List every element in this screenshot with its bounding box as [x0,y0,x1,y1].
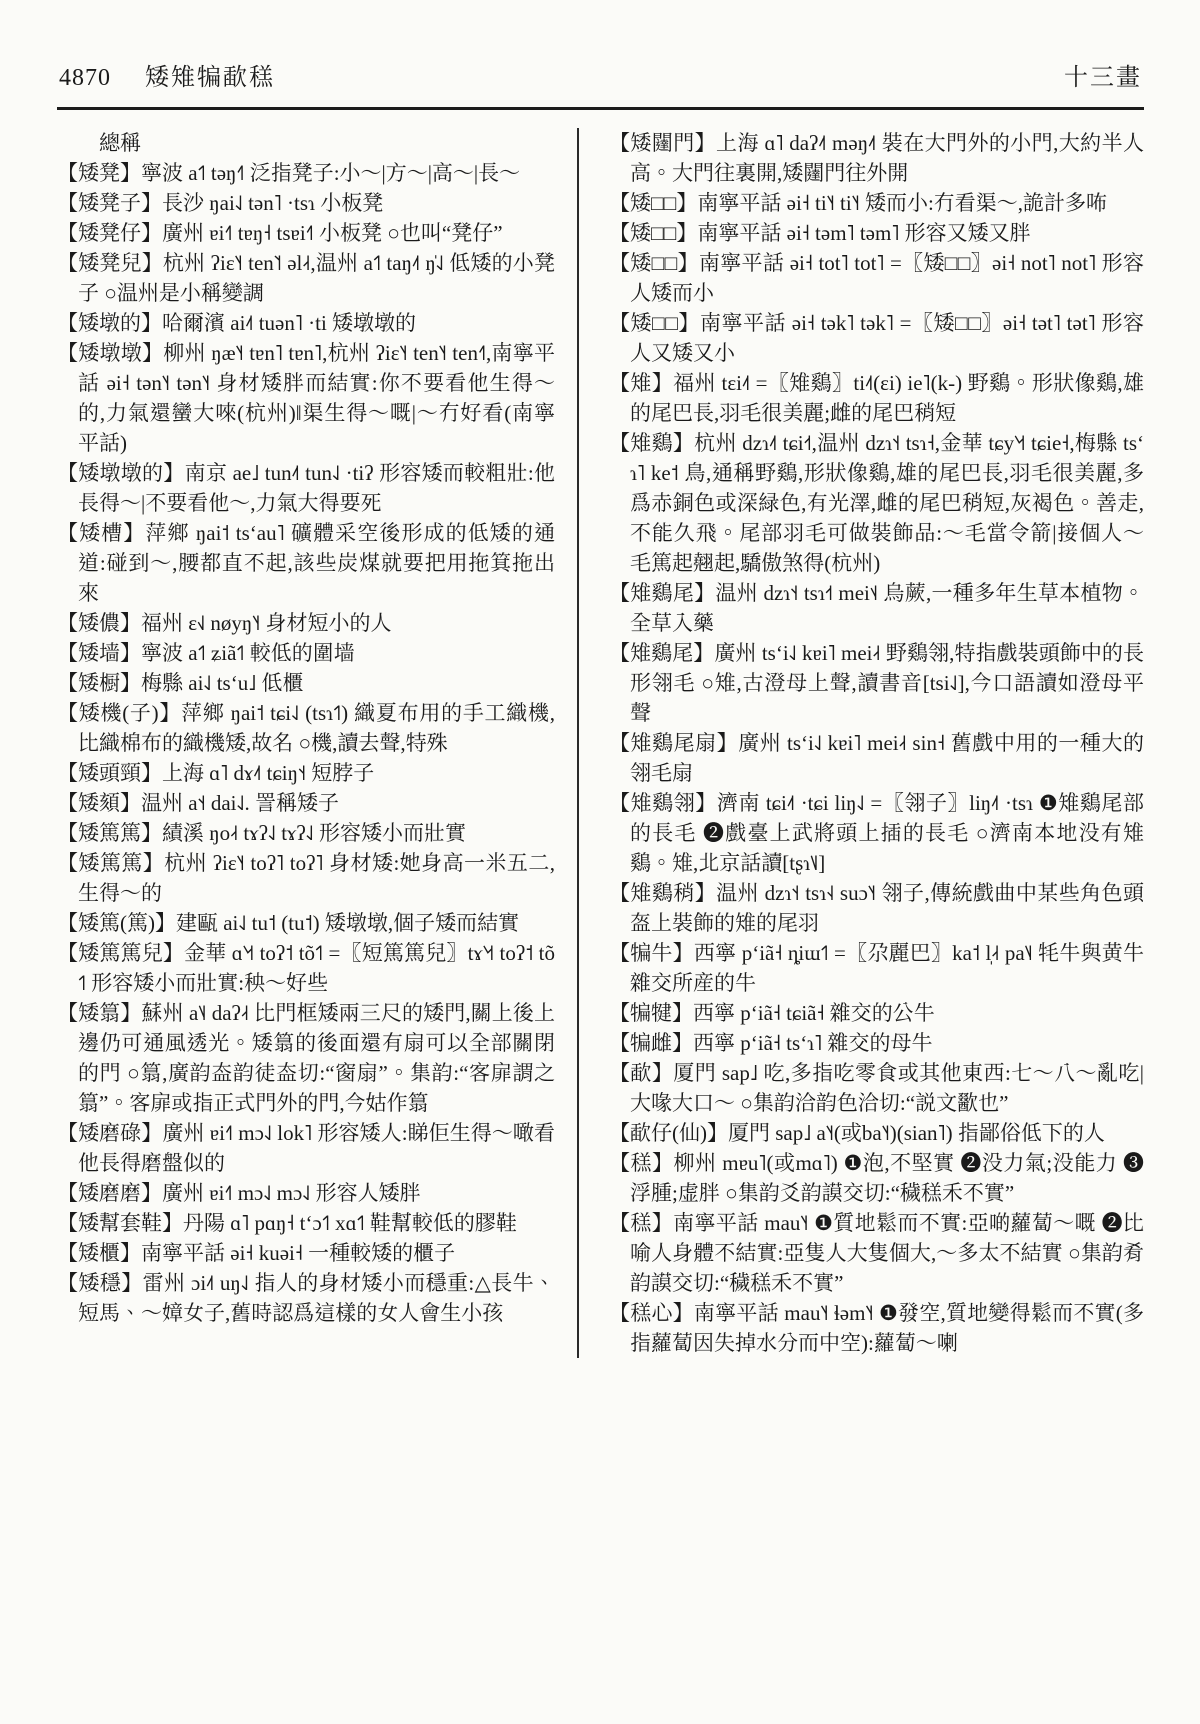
dictionary-entry: 【雉鷄】杭州 dzɿ˨˦ tɕi˧˦,温州 dzɿ˦˧ tsɿ˧,金華 tɕy˥˧˦ tɕie˧,梅縣 tsʻɿ˥ ke˦ 鳥,通稱野鷄,形狀像鷄,雄的尾巴長,羽毛很美麗,多爲赤銅色或深緑色,有光澤,雌的尾巴稍短,灰褐色。善走,不能久飛。尾部羽毛可做裝飾品:～毛當令箭|接個人～毛篤起翹起,驕傲煞得(杭州) [609,430,1144,575]
dictionary-entry: 【矮□□】南寧平話 əi˧ tot˥ tot˥ =〖矮□□〗əi˧ not˥ not˥ 形容人矮而小 [609,250,1144,305]
dictionary-entry: 【矮橱】梅縣 ai˨˩ tsʻu˩ 低櫃 [57,670,304,695]
right-column [577,128,1144,1358]
dictionary-entry: 【矮幫套鞋】丹陽 ɑ˥ pɑŋ˧ tʻɔ˦˥ xɑ˦˥ 鞋幫較低的膠鞋 [57,1210,517,1235]
dictionary-entry: 【矮闥門】上海 ɑ˥ daʔ˨˦ məŋ˨˦ 裝在大門外的小門,大約半人高。大門往裏開,矮闥門往外開 [609,130,1144,185]
dictionary-entry: 【雉】福州 tɛi˨˦ =〖雉鷄〗ti˨˦(ɛi) ie˥(k-) 野鷄。形狀像鷄,雄的尾巴長,羽毛很美麗;雌的尾巴稍短 [609,370,1144,425]
dictionary-entry: 【䅵心】南寧平話 mau˥˧ ɬəm˥˧ ❶發空,質地變得鬆而不實(多指蘿蔔因失掉水分而中空):蘿蔔～喇 [609,1300,1144,1355]
dictionary-entry: 【矮篤篤兒】金華 ɑ˥˧˦ toʔ˦ tõ˦˥ =〖短篤篤兒〗tɤ˥˧˦ toʔ˦ tõ˦˥ 形容矮小而壯實:秧～好些 [57,940,555,995]
two-column-body [57,128,1144,1358]
dictionary-entry: 【矮墩的】哈爾濱 ai˨˦ tuən˥ ·ti 矮墩墩的 [57,310,417,335]
dictionary-entry: 【䅵】柳州 mɐu˥(或mɑ˥) ❶泡,不堅實 ❷没力氣;没能力 ❸浮腫;虚胖 ○集韵爻韵謨交切:“穢䅵禾不實” [609,1150,1144,1205]
dictionary-entry: 【矮墩墩的】南京 ae˩ tun˨˦ tun˨˩ ·tiʔ 形容矮而較粗壯:他長得～|不要看他～,力氣大得要死 [57,460,555,515]
dictionary-entry: 【犏犍】西寧 pʻiã˧ tɕiã˧ 雜交的公牛 [609,1000,935,1025]
dictionary-entry: 【犏牛】西寧 pʻiã˧ ȵiɯ˦˥ =〖尕麗巴〗ka˦ l̩˨˧ pa˥˨ 牦牛與黄牛雜交所産的牛 [609,940,1144,995]
dictionary-entry: 【雉鷄稍】温州 dzɿ˦˧ tsɿ˧˨ suɔ˥˧ 翎子,傳統戲曲中某些角色頭盔上裝飾的雉的尾羽 [609,880,1144,935]
dictionary-entry: 【矮□□】南寧平話 əi˧ ti˥˧ ti˥˧ 矮而小:冇看渠～,詭計多咘 [609,190,1108,215]
header-rule [57,107,1144,110]
dictionary-entry: 【矮穩】雷州 ɔi˨˦ uŋ˨˩ 指人的身材矮小而穩重:△長牛、短馬、～嫜女子,舊時認爲這樣的女人會生小孩 [57,1270,555,1325]
dictionary-entry: 【矮槽】萍鄉 ŋai˦ tsʻau˥ 礦體采空後形成的低矮的通道:碰到～,腰都直不起,該些炭煤就要把用拖箕拖出來 [57,520,555,605]
page-number: 4870 [59,65,111,91]
dictionary-entry: 【雉鷄尾】廣州 tsʻi˨˩ kɐi˥ mei˨˧ 野鷄翎,特指戲裝頭飾中的長形翎毛 ○雉,古澄母上聲,讀書音[tsi˨˩],今口語讀如澄母平聲 [609,640,1144,725]
dictionary-entry: 【矮儂】福州 ɛ˧˩ nøyŋ˥˧ 身材短小的人 [57,610,392,635]
dictionary-entry: 【雉鷄翎】濟南 tɕi˨˦ ·tɕi liŋ˨˩ =〖翎子〗liŋ˨˦ ·tsɿ ❶雉鷄尾部的長毛 ❷戲臺上武將頭上插的長毛 ○濟南本地没有雉鷄。雉,北京話讀[tʂɿ˥˩] [609,790,1144,875]
dictionary-entry: 【雉鷄尾扇】廣州 tsʻi˨˩ kɐi˥ mei˨˧ sin˧ 舊戲中用的一種大的翎毛扇 [609,730,1144,785]
dictionary-entry: 【歃仔(仙)】厦門 sap˩ a˥˧(或ba˥˧)(sian˥) 指鄙俗低下的人 [609,1120,1105,1145]
dictionary-entry: 【犏雌】西寧 pʻiã˧ tsʻɿ˥ 雜交的母牛 [609,1030,933,1055]
dictionary-entry: 【矮機(子)】萍鄉 ŋai˦ tɕi˨˩ (tsɿ˦˥) 織夏布用的手工織機,比織棉布的織機矮,故名 ○機,讀去聲,特殊 [57,700,555,755]
dictionary-entry: 【矮頭頸】上海 ɑ˥ dɤ˨˦ tɕiŋ˦˧ 短脖子 [57,760,375,785]
dictionary-entry: 【矮凳】寧波 a˦˥ təŋ˧˥ 泛指凳子:小～|方～|高～|長～ [57,160,521,185]
dictionary-entry: 【矮凳兒】杭州 ʔiɛ˥˧ ten˥˦ əl˨˧,温州 a˦˥ taŋ˨˦ ŋ̍˨˩ 低矮的小凳子 ○温州是小稱變調 [57,250,555,305]
dictionary-entry: 【雉鷄尾】温州 dzɿ˦˧ tsɿ˧˦ mei˦˨ 烏蕨,一種多年生草本植物。全草入藥 [609,580,1144,635]
dictionary-entry: 【䅵】南寧平話 mau˥˧ ❶質地鬆而不實:亞啲蘿蔔～嘅 ❷比喻人身體不結實:亞隻人大隻個大,～多太不結實 ○集韵肴韵謨交切:“穢䅵禾不實” [609,1210,1144,1295]
guide-words: 矮雉犏歃䅵 [145,65,275,91]
dictionary-entry: 【矮䈳】蘇州 a˥˨ daʔ˨˧ 比門框矮兩三尺的矮門,關上後上邊仍可通風透光。矮䈳的後面還有扇可以全部關閉的門 ○䈳,廣韵盇韵徒盇切:“窗扇”。集韵:“客扉謂之䈳”。客扉或指正式門外的門,今姑作䈳 [57,1000,555,1115]
dictionary-entry: 【矮篤篤】績溪 ŋo˨˧ tɤʔ˨˩ tɤʔ˨˩ 形容矮小而壯實 [57,820,466,845]
entry-continuation: 總稱 [99,130,141,155]
dictionary-entry: 【矮凳仔】廣州 ɐi˧˥ tɐŋ˧ tsɐi˧˥ 小板凳 ○也叫“凳仔” [57,220,503,245]
left-column [57,128,577,1358]
dictionary-entry: 【矮磨碌】廣州 ɐi˧˥ mɔ˨˩ lok˥ 形容矮人:睇佢生得～噉看他長得磨盤似的 [57,1120,555,1175]
dictionary-entry: 【歃】厦門 sap˩ 吃,多指吃零食或其他東西:七～八～亂吃|大喙大口～ ○集韵洽韵色洽切:“説文歠也” [609,1060,1144,1115]
dictionary-entry: 【矮墩墩】柳州 ŋæ˥˧ tɐn˥ tɐn˥,杭州 ʔiɛ˥˧ ten˥˧ ten˧˥,南寧平話 əi˧ tən˥˧ tən˥˧ 身材矮胖而結實:你不要看他生得～的,力氣還蠻大唻(杭州)‖渠生得～嘅|～冇好看(南寧平話) [57,340,555,455]
dictionary-entry: 【矮□□】南寧平話 əi˧ təm˥ təm˥ 形容又矮又胖 [609,220,1031,245]
dictionary-entry: 【矮頦】温州 a˦˧ dai˨˩. 詈稱矮子 [57,790,340,815]
dictionary-entry: 【矮篤(篤)】建甌 ai˨˩ tu˦ (tu˦) 矮墩墩,個子矮而結實 [57,910,520,935]
dictionary-entry: 【矮□□】南寧平話 əi˧ tək˥ tək˥ =〖矮□□〗əi˧ tət˥ tət˥ 形容人又矮又小 [609,310,1144,365]
dictionary-entry: 【矮墙】寧波 a˦˥ ʑiã˦˥ 較低的圍墙 [57,640,355,665]
stroke-section-label: 十三畫 [1064,65,1142,91]
dictionary-entry: 【矮磨磨】廣州 ɐi˧˥ mɔ˨˩ mɔ˨˩ 形容人矮胖 [57,1180,421,1205]
page-header [57,58,1144,107]
dictionary-entry: 【矮凳子】長沙 ŋai˨˩ tən˥ ·tsɿ 小板凳 [57,190,384,215]
dictionary-entry: 【矮篤篤】杭州 ʔiɛ˥˧ toʔ˥ toʔ˥ 身材矮:她身高一米五二,生得～的 [57,850,555,905]
dictionary-entry: 【矮櫃】南寧平話 əi˧ kuəi˧ 一種較矮的櫃子 [57,1240,456,1265]
